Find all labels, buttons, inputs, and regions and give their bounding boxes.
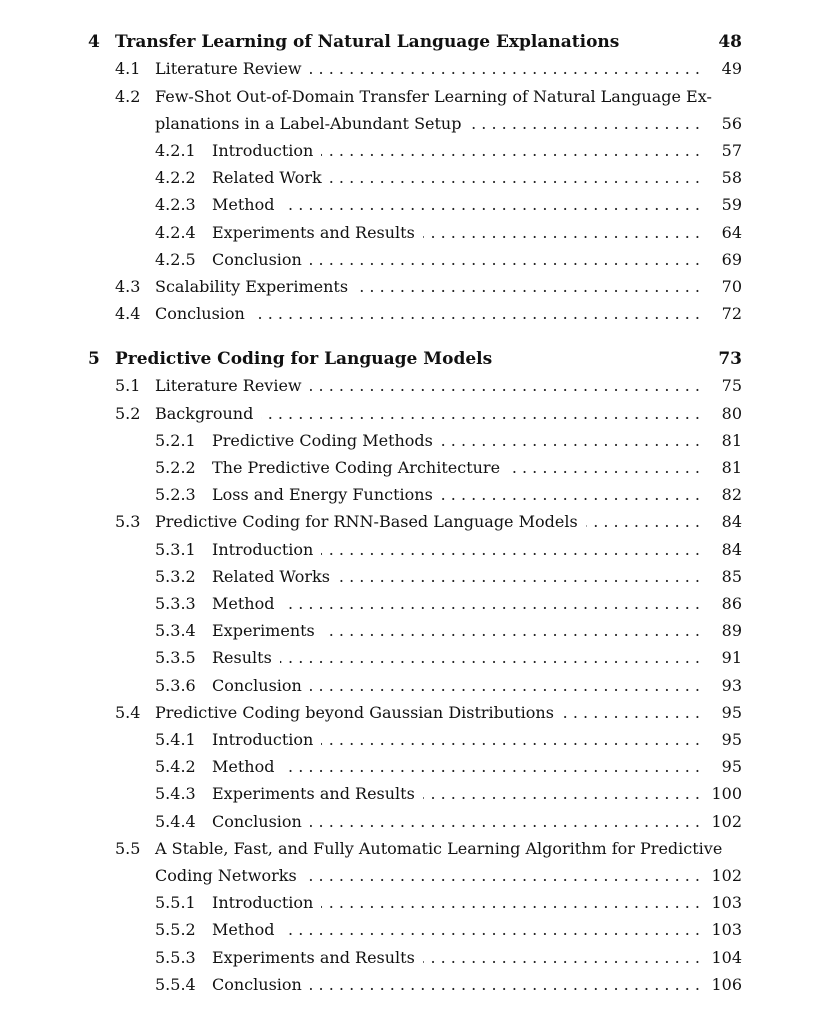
- dot-leader: [441, 483, 700, 507]
- toc-entry-title: Method: [212, 594, 275, 613]
- toc-page-number: 102: [711, 866, 742, 885]
- toc-entry-number: 4: [88, 32, 100, 52]
- toc-entry-number: 5.2: [115, 404, 141, 423]
- toc-entry-number: 5.4: [115, 703, 141, 722]
- toc-subsection-row[interactable]: [0, 782, 818, 806]
- toc-entry-number: 5: [88, 349, 100, 369]
- toc-subsection-row[interactable]: [0, 592, 818, 616]
- toc-subsection-row[interactable]: [0, 248, 818, 272]
- dot-leader: [282, 592, 700, 616]
- toc-entry-title: Method: [212, 920, 275, 939]
- dot-leader: [261, 402, 700, 426]
- toc-page-number: 95: [721, 703, 742, 722]
- toc-section-row[interactable]: [0, 510, 818, 534]
- toc-entry-number: 5.4.2: [155, 757, 196, 776]
- dot-leader: [441, 429, 700, 453]
- toc-entry-title: Introduction: [212, 540, 314, 559]
- dot-leader: [356, 275, 700, 299]
- toc-page-number: 100: [711, 784, 742, 803]
- dot-leader: [310, 57, 700, 81]
- toc-entry-title: Background: [155, 404, 254, 423]
- toc-entry-title: Method: [212, 195, 275, 214]
- toc-entry-title: Conclusion: [212, 812, 302, 831]
- toc-section-row[interactable]: [0, 402, 818, 426]
- toc-page-number: 64: [721, 223, 742, 242]
- toc-entry-number: 5.5.3: [155, 948, 196, 967]
- toc-subsection-row[interactable]: [0, 139, 818, 163]
- dot-leader: [586, 510, 700, 534]
- toc-entry-number: 5.3.3: [155, 594, 196, 613]
- toc-page-number: 84: [721, 512, 742, 531]
- toc-page-number: 89: [721, 621, 742, 640]
- dot-leader: [310, 674, 700, 698]
- toc-entry-title: Method: [212, 757, 275, 776]
- dot-leader: [423, 782, 700, 806]
- toc-page-number: 95: [721, 757, 742, 776]
- toc-page-number: 81: [721, 431, 742, 450]
- dot-leader: [423, 946, 700, 970]
- toc-subsection-row[interactable]: [0, 728, 818, 752]
- toc-page-number: 103: [711, 920, 742, 939]
- toc-entry-number: 5.3.6: [155, 676, 196, 695]
- dot-leader: [423, 221, 700, 245]
- toc-entry-number: 4.4: [115, 304, 141, 323]
- toc-page-number: 56: [721, 114, 742, 133]
- toc-entry-title: Experiments: [212, 621, 315, 640]
- toc-subsection-row[interactable]: [0, 973, 818, 997]
- toc-subsection-row[interactable]: [0, 538, 818, 562]
- toc-subsection-row[interactable]: [0, 810, 818, 834]
- toc-page-number: 85: [721, 567, 742, 586]
- toc-entry-number: 4.2.5: [155, 250, 196, 269]
- toc-entry-title: Predictive Coding beyond Gaussian Distributions: [155, 703, 554, 722]
- toc-subsection-row[interactable]: [0, 918, 818, 942]
- toc-section-row[interactable]: [0, 864, 818, 888]
- toc-entry-number: 5.3.4: [155, 621, 196, 640]
- toc-chapter-row[interactable]: [0, 30, 818, 54]
- toc-entry-title: Experiments and Results: [212, 223, 415, 242]
- toc-entry-number: 4.2.1: [155, 141, 196, 160]
- toc-section-row[interactable]: [0, 837, 818, 861]
- toc-subsection-row[interactable]: [0, 429, 818, 453]
- toc-entry-number: 5.2.2: [155, 458, 196, 477]
- toc-entry-title: Conclusion: [212, 250, 302, 269]
- toc-subsection-row[interactable]: [0, 946, 818, 970]
- dot-leader: [330, 166, 700, 190]
- dot-leader: [338, 565, 700, 589]
- toc-page-number: 95: [721, 730, 742, 749]
- toc-page-number: 69: [721, 250, 742, 269]
- toc-subsection-row[interactable]: [0, 891, 818, 915]
- toc-page-number: 106: [711, 975, 742, 994]
- toc-entry-number: 5.3: [115, 512, 141, 531]
- toc-entry-number: 5.3.2: [155, 567, 196, 586]
- dot-leader: [282, 193, 700, 217]
- toc-section-row[interactable]: [0, 85, 818, 109]
- toc-entry-title: Related Works: [212, 567, 330, 586]
- toc-page-number: 102: [711, 812, 742, 831]
- toc-page-number: 49: [721, 59, 742, 78]
- toc-entry-number: 5.3.5: [155, 648, 196, 667]
- toc-entry-number: 5.4.1: [155, 730, 196, 749]
- toc-entry-number: 5.2.3: [155, 485, 196, 504]
- dot-leader: [310, 374, 700, 398]
- toc-entry-number: 5.5.1: [155, 893, 196, 912]
- toc-entry-title: Results: [212, 648, 272, 667]
- toc-page-number: 104: [711, 948, 742, 967]
- dot-leader: [321, 538, 700, 562]
- toc-entry-title: Conclusion: [212, 975, 302, 994]
- toc-entry-title: A Stable, Fast, and Fully Automatic Learning Algorithm for Predictive: [155, 839, 723, 858]
- dot-leader: [282, 755, 700, 779]
- toc-entry-number: 4.3: [115, 277, 141, 296]
- toc-subsection-row[interactable]: [0, 483, 818, 507]
- toc-subsection-row[interactable]: [0, 221, 818, 245]
- dot-leader: [310, 810, 700, 834]
- toc-entry-number: 5.5.2: [155, 920, 196, 939]
- toc-page-number: 81: [721, 458, 742, 477]
- toc-entry-title: Introduction: [212, 730, 314, 749]
- toc-page-number: 103: [711, 893, 742, 912]
- toc-subsection-row[interactable]: [0, 565, 818, 589]
- toc-page-number: 75: [721, 376, 742, 395]
- toc-section-row[interactable]: [0, 112, 818, 136]
- toc-section-row[interactable]: [0, 701, 818, 725]
- toc-entry-number: 4.2: [115, 87, 141, 106]
- toc-entry-number: 5.3.1: [155, 540, 196, 559]
- toc-subsection-row[interactable]: [0, 166, 818, 190]
- toc-entry-title: Related Work: [212, 168, 322, 187]
- toc-entry-number: 5.4.4: [155, 812, 196, 831]
- toc-entry-title: Loss and Energy Functions: [212, 485, 433, 504]
- toc-entry-title: Predictive Coding for Language Models: [115, 349, 493, 369]
- toc-entry-number: 5.4.3: [155, 784, 196, 803]
- toc-section-row[interactable]: [0, 275, 818, 299]
- toc-entry-title: Experiments and Results: [212, 948, 415, 967]
- dot-leader: [310, 973, 700, 997]
- toc-page-number: 84: [721, 540, 742, 559]
- toc-entry-title: Conclusion: [212, 676, 302, 695]
- toc-entry-title: Introduction: [212, 893, 314, 912]
- toc-entry-number: 5.5.4: [155, 975, 196, 994]
- toc-entry-title: Scalability Experiments: [155, 277, 349, 296]
- toc-entry-number: 4.2.2: [155, 168, 196, 187]
- toc-entry-title: The Predictive Coding Architecture: [212, 458, 501, 477]
- toc-entry-title: Few-Shot Out-of-Domain Transfer Learning of Natural Language Ex-: [155, 87, 712, 106]
- toc-entry-title: Transfer Learning of Natural Language Explanations: [115, 32, 620, 52]
- dot-leader: [469, 112, 700, 136]
- dot-leader: [323, 619, 700, 643]
- toc-page-number: 57: [721, 141, 742, 160]
- toc-page-number: 72: [721, 304, 742, 323]
- toc-page-number: 48: [718, 32, 742, 52]
- toc-section-row[interactable]: [0, 302, 818, 326]
- toc-entry-number: 4.2.3: [155, 195, 196, 214]
- dot-leader: [280, 646, 700, 670]
- toc-page-number: 73: [718, 349, 742, 369]
- toc-entry-number: 5.5: [115, 839, 141, 858]
- dot-leader: [508, 456, 700, 480]
- toc-page-number: 70: [721, 277, 742, 296]
- toc-chapter-row[interactable]: [0, 347, 818, 371]
- toc-page-number: 59: [721, 195, 742, 214]
- dot-leader: [305, 864, 700, 888]
- dot-leader: [321, 139, 700, 163]
- toc-entry-title: Introduction: [212, 141, 314, 160]
- dot-leader: [282, 918, 700, 942]
- toc-entry-number: 4.2.4: [155, 223, 196, 242]
- dot-leader: [310, 248, 700, 272]
- toc-entry-title: planations in a Label-Abundant Setup: [155, 114, 462, 133]
- dot-leader: [321, 891, 700, 915]
- dot-leader: [253, 302, 700, 326]
- toc-subsection-row[interactable]: [0, 646, 818, 670]
- toc-page-number: 93: [721, 676, 742, 695]
- toc-subsection-row[interactable]: [0, 619, 818, 643]
- toc-entry-number: 4.1: [115, 59, 141, 78]
- toc-entry-title: Predictive Coding Methods: [212, 431, 433, 450]
- toc-subsection-row[interactable]: [0, 674, 818, 698]
- toc-page-number: 82: [721, 485, 742, 504]
- toc-entry-title: Literature Review: [155, 59, 302, 78]
- toc-page-number: 91: [721, 648, 742, 667]
- toc-subsection-row[interactable]: [0, 193, 818, 217]
- toc-entry-number: 5.2.1: [155, 431, 196, 450]
- dot-leader: [562, 701, 700, 725]
- toc-section-row[interactable]: [0, 374, 818, 398]
- toc-page-number: 80: [721, 404, 742, 423]
- toc-entry-title: Experiments and Results: [212, 784, 415, 803]
- toc-entry-number: 5.1: [115, 376, 141, 395]
- toc-section-row[interactable]: [0, 57, 818, 81]
- dot-leader: [321, 728, 700, 752]
- toc-subsection-row[interactable]: [0, 456, 818, 480]
- toc-entry-title: Coding Networks: [155, 866, 297, 885]
- toc-subsection-row[interactable]: [0, 755, 818, 779]
- toc-page-number: 86: [721, 594, 742, 613]
- toc-entry-title: Literature Review: [155, 376, 302, 395]
- toc-entry-title: Conclusion: [155, 304, 245, 323]
- toc-page-number: 58: [721, 168, 742, 187]
- toc-entry-title: Predictive Coding for RNN-Based Language Models: [155, 512, 578, 531]
